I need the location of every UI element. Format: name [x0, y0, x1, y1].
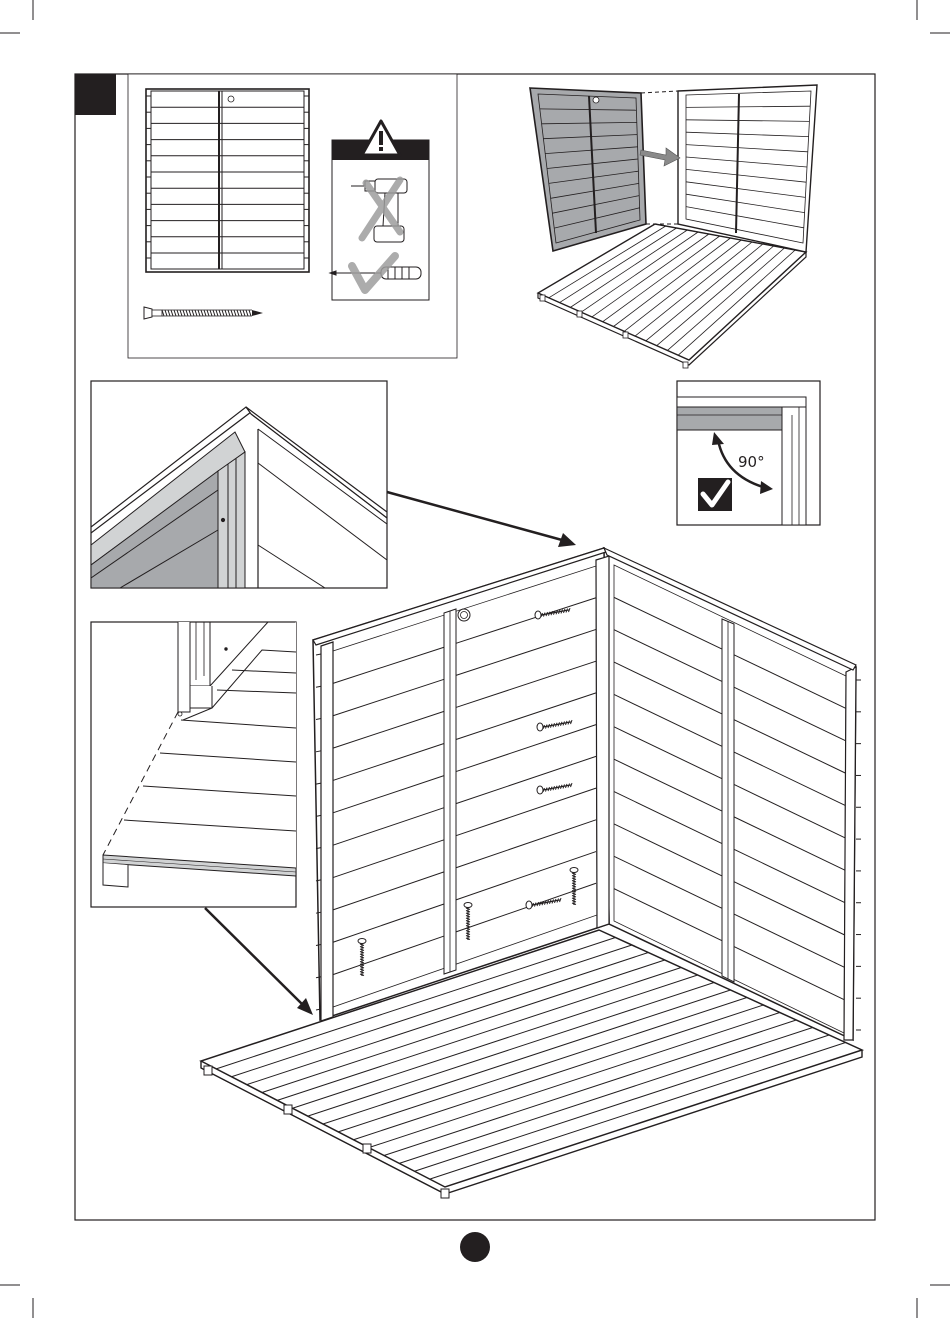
panel-placement-view — [530, 85, 817, 368]
main-assembly-view — [201, 548, 862, 1198]
window-hole-icon — [458, 609, 470, 621]
edge-leader-arrow — [205, 908, 303, 1005]
angle-detail-view — [677, 381, 820, 525]
corner-leader-arrow — [387, 492, 562, 540]
moving-panel — [530, 88, 646, 251]
corner-detail-view — [91, 381, 387, 588]
tool-box — [330, 121, 429, 300]
floor-small — [538, 224, 806, 368]
move-arrow-icon — [640, 148, 680, 166]
step-badge — [75, 74, 116, 115]
installed-back-panel — [678, 85, 817, 252]
parts-box — [128, 74, 457, 358]
page-number-badge — [460, 1232, 490, 1262]
floor-edge-detail-view — [91, 622, 296, 907]
angle-label: 90° — [738, 453, 765, 471]
